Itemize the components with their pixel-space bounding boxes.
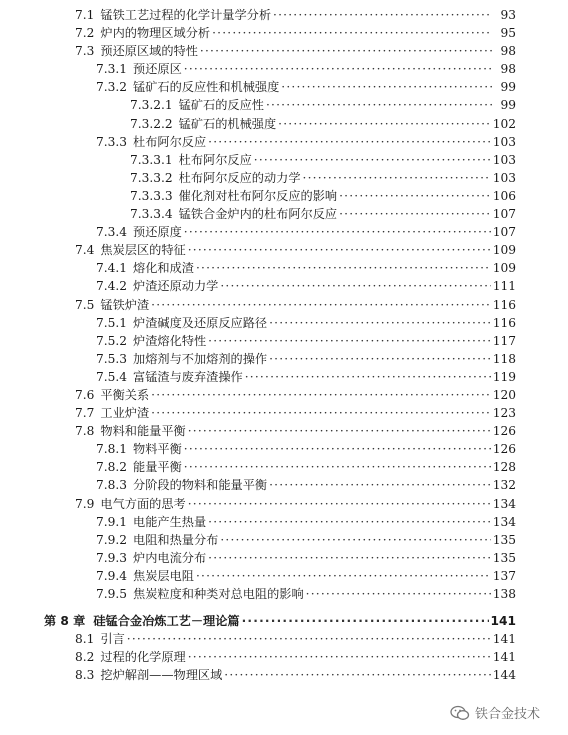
toc-entry-number: 7.5.4 bbox=[96, 369, 128, 384]
toc-entry-number: 7.5.3 bbox=[96, 351, 128, 366]
toc-entry-number: 7.3 bbox=[75, 44, 95, 59]
toc-entry-page: 132 bbox=[492, 478, 516, 493]
toc-entry-number: 7.2 bbox=[75, 26, 95, 41]
toc-entry bbox=[0, 241, 568, 259]
dot-leader bbox=[273, 6, 492, 24]
toc-entry-title: 电阻和热量分布 bbox=[133, 532, 219, 547]
toc-entry-number: 第 8 章 bbox=[44, 614, 86, 629]
toc-entry bbox=[0, 404, 568, 422]
toc-entry bbox=[0, 350, 568, 368]
dot-leader bbox=[269, 350, 491, 368]
toc-entry-number: 7.3.4 bbox=[96, 225, 128, 240]
toc-entry-number: 8.1 bbox=[75, 632, 95, 647]
toc-entry-title: 电气方面的思考 bbox=[100, 496, 186, 511]
toc-entry-number: 7.3.3.4 bbox=[130, 207, 173, 222]
toc-entry bbox=[0, 205, 568, 223]
toc-entry-page: 141 bbox=[490, 614, 516, 629]
dot-leader bbox=[188, 648, 491, 666]
dot-leader bbox=[212, 24, 492, 42]
toc-entry-page: 107 bbox=[492, 225, 516, 240]
toc-entry-page: 103 bbox=[492, 170, 516, 185]
toc-entry-page: 103 bbox=[492, 134, 516, 149]
toc-entry-page: 99 bbox=[500, 98, 516, 113]
toc-entry bbox=[0, 169, 568, 187]
toc-entry-page: 123 bbox=[492, 406, 516, 421]
dot-leader bbox=[184, 60, 492, 78]
toc-entry bbox=[0, 332, 568, 350]
toc-entry bbox=[0, 386, 568, 404]
table-of-contents bbox=[0, 6, 568, 684]
dot-leader bbox=[188, 495, 491, 513]
toc-entry-page: 116 bbox=[492, 315, 516, 330]
dot-leader bbox=[208, 332, 491, 350]
toc-entry-page: 141 bbox=[492, 632, 516, 647]
dot-leader bbox=[196, 567, 491, 585]
toc-entry bbox=[0, 458, 568, 476]
toc-entry bbox=[0, 567, 568, 585]
toc-entry bbox=[0, 314, 568, 332]
toc-entry-number: 7.4.1 bbox=[96, 261, 128, 276]
toc-entry-number: 7.9.1 bbox=[96, 514, 128, 529]
toc-entry-title: 平衡关系 bbox=[100, 387, 150, 402]
toc-entry-title: 锰铁工艺过程的化学计量学分析 bbox=[100, 8, 272, 22]
dot-leader bbox=[188, 241, 491, 259]
toc-entry-title: 物料平衡 bbox=[133, 442, 182, 457]
dot-leader bbox=[303, 169, 491, 187]
toc-entry-number: 7.3.2 bbox=[96, 80, 128, 95]
dot-leader bbox=[208, 549, 491, 567]
toc-entry-page: 134 bbox=[492, 514, 516, 529]
toc-entry bbox=[0, 585, 568, 603]
dot-leader bbox=[242, 612, 489, 630]
toc-entry bbox=[0, 476, 568, 494]
dot-leader bbox=[220, 531, 490, 549]
toc-entry-number: 7.4 bbox=[75, 243, 95, 258]
toc-entry-page: 135 bbox=[492, 550, 516, 565]
toc-entry-number: 7.4.2 bbox=[96, 279, 128, 294]
toc-entry-page: 99 bbox=[500, 80, 516, 95]
dot-leader bbox=[127, 630, 491, 648]
toc-entry-page: 98 bbox=[500, 62, 516, 77]
toc-entry-number: 7.8.1 bbox=[96, 442, 128, 457]
toc-entry bbox=[0, 368, 568, 386]
toc-entry-number: 7.3.1 bbox=[96, 62, 128, 77]
toc-entry-page: 109 bbox=[492, 243, 516, 258]
toc-entry-number: 7.9.2 bbox=[96, 532, 128, 547]
toc-entry bbox=[0, 151, 568, 169]
dot-leader bbox=[184, 223, 491, 241]
toc-entry-title: 炉内电流分布 bbox=[133, 550, 207, 565]
dot-leader bbox=[200, 42, 492, 60]
toc-entry-title: 加熔剂与不加熔剂的操作 bbox=[133, 351, 268, 366]
toc-entry-title: 分阶段的物料和能量平衡 bbox=[133, 478, 268, 493]
toc-entry-title: 引言 bbox=[100, 632, 125, 647]
toc-entry bbox=[0, 277, 568, 295]
toc-entry-number: 7.8 bbox=[75, 424, 95, 439]
dot-leader bbox=[220, 277, 490, 295]
toc-entry-number: 7.8.2 bbox=[96, 460, 128, 475]
toc-entry-page: 120 bbox=[492, 387, 516, 402]
toc-entry bbox=[0, 648, 568, 666]
dot-leader bbox=[339, 205, 491, 223]
toc-entry-page: 93 bbox=[500, 8, 516, 22]
toc-entry-page: 103 bbox=[492, 152, 516, 167]
toc-entry-page: 106 bbox=[492, 188, 516, 203]
toc-entry-page: 135 bbox=[492, 532, 516, 547]
toc-entry-page: 118 bbox=[492, 351, 516, 366]
toc-entry-title: 挖炉解剖——物理区域 bbox=[100, 668, 223, 683]
dot-leader bbox=[245, 368, 491, 386]
toc-entry-page: 116 bbox=[492, 297, 516, 312]
toc-entry-title: 硅锰合金冶炼工艺－理论篇 bbox=[93, 614, 240, 629]
toc-chapter-entry bbox=[0, 612, 568, 630]
toc-entry-number: 7.7 bbox=[75, 406, 95, 421]
toc-entry-title: 炉内的物理区域分析 bbox=[100, 26, 211, 41]
toc-entry-title: 炉渣碱度及还原反应路径 bbox=[133, 315, 268, 330]
toc-entry-title: 杜布阿尔反应 bbox=[133, 134, 207, 149]
toc-entry-title: 富锰渣与废弃渣操作 bbox=[133, 369, 243, 384]
toc-entry bbox=[0, 296, 568, 314]
dot-leader bbox=[188, 422, 491, 440]
dot-leader bbox=[151, 404, 491, 422]
toc-entry bbox=[0, 630, 568, 648]
dot-leader bbox=[254, 151, 491, 169]
dot-leader bbox=[306, 585, 491, 603]
toc-entry bbox=[0, 259, 568, 277]
toc-entry-number: 7.1 bbox=[75, 8, 95, 22]
toc-entry bbox=[0, 422, 568, 440]
toc-entry-number: 7.9.3 bbox=[96, 550, 128, 565]
toc-entry-title: 焦炭层区的特征 bbox=[100, 243, 186, 258]
toc-entry-page: 119 bbox=[492, 369, 516, 384]
toc-entry bbox=[0, 440, 568, 458]
toc-entry-page: 134 bbox=[492, 496, 516, 511]
toc-entry-number: 7.9 bbox=[75, 496, 95, 511]
toc-entry-title: 锰铁合金炉内的杜布阿尔反应 bbox=[178, 207, 338, 222]
toc-entry bbox=[0, 42, 568, 60]
toc-entry-page: 138 bbox=[492, 587, 516, 601]
toc-entry-page: 144 bbox=[492, 668, 516, 683]
toc-entry-page: 95 bbox=[500, 26, 516, 41]
toc-entry bbox=[0, 666, 568, 684]
toc-entry-title: 焦炭粒度和种类对总电阻的影响 bbox=[133, 587, 304, 601]
dot-leader bbox=[196, 259, 491, 277]
toc-entry-number: 7.9.5 bbox=[96, 587, 128, 601]
toc-entry-page: 137 bbox=[492, 568, 516, 583]
toc-entry-title: 能量平衡 bbox=[133, 460, 182, 475]
toc-entry-number: 7.3.3.2 bbox=[130, 170, 173, 185]
dot-leader bbox=[281, 78, 492, 96]
toc-entry-title: 预还原区域的特性 bbox=[100, 44, 198, 59]
toc-entry-number: 8.2 bbox=[75, 650, 95, 665]
toc-entry-page: 126 bbox=[492, 442, 516, 457]
dot-leader bbox=[151, 386, 491, 404]
toc-entry-number: 7.5.1 bbox=[96, 315, 128, 330]
toc-entry-title: 电能产生热量 bbox=[133, 514, 207, 529]
toc-entry-number: 7.6 bbox=[75, 387, 95, 402]
toc-entry-page: 107 bbox=[492, 207, 516, 222]
toc-entry-title: 过程的化学原理 bbox=[100, 650, 186, 665]
toc-entry-title: 工业炉渣 bbox=[100, 406, 150, 421]
toc-entry-page: 141 bbox=[492, 650, 516, 665]
toc-entry bbox=[0, 78, 568, 96]
toc-entry-number: 7.5 bbox=[75, 297, 95, 312]
watermark bbox=[450, 703, 540, 722]
toc-entry-title: 预还原度 bbox=[133, 225, 182, 240]
toc-entry-number: 7.5.2 bbox=[96, 333, 128, 348]
dot-leader bbox=[278, 115, 491, 133]
toc-entry-title: 炉渣熔化特性 bbox=[133, 333, 207, 348]
dot-leader bbox=[224, 666, 490, 684]
toc-entry bbox=[0, 531, 568, 549]
toc-entry-title: 焦炭层电阻 bbox=[133, 568, 194, 583]
toc-entry-number: 8.3 bbox=[75, 668, 95, 683]
toc-entry-page: 98 bbox=[500, 44, 516, 59]
toc-entry bbox=[0, 115, 568, 133]
dot-leader bbox=[184, 458, 491, 476]
toc-entry bbox=[0, 513, 568, 531]
toc-entry-page: 126 bbox=[492, 424, 516, 439]
wechat-icon bbox=[450, 705, 470, 721]
dot-leader bbox=[266, 96, 492, 114]
dot-leader bbox=[339, 187, 491, 205]
toc-entry-title: 预还原区 bbox=[133, 62, 182, 77]
toc-entry-title: 催化剂对杜布阿尔反应的影响 bbox=[178, 188, 338, 203]
dot-leader bbox=[184, 440, 491, 458]
toc-entry-title: 锰矿石的机械强度 bbox=[178, 116, 277, 131]
dot-leader bbox=[269, 314, 491, 332]
toc-entry-page: 109 bbox=[492, 261, 516, 276]
dot-leader bbox=[208, 513, 491, 531]
toc-entry-number: 7.3.2.2 bbox=[130, 116, 173, 131]
toc-entry-page: 117 bbox=[492, 333, 516, 348]
toc-entry-title: 杜布阿尔反应的动力学 bbox=[178, 170, 301, 185]
toc-entry-title: 锰矿石的反应性和机械强度 bbox=[133, 80, 280, 95]
toc-entry-number: 7.3.2.1 bbox=[130, 98, 173, 113]
watermark-text: 铁合金技术 bbox=[475, 707, 541, 722]
toc-entry-number: 7.3.3 bbox=[96, 134, 128, 149]
dot-leader bbox=[151, 296, 491, 314]
toc-entry-title: 炉渣还原动力学 bbox=[133, 279, 219, 294]
toc-entry-title: 锰矿石的反应性 bbox=[178, 98, 264, 113]
toc-entry-number: 7.3.3.1 bbox=[130, 152, 173, 167]
dot-leader bbox=[208, 133, 491, 151]
toc-entry-page: 102 bbox=[492, 116, 516, 131]
toc-entry-title: 物料和能量平衡 bbox=[100, 424, 186, 439]
toc-entry bbox=[0, 6, 568, 24]
toc-entry bbox=[0, 187, 568, 205]
toc-entry-title: 熔化和成渣 bbox=[133, 261, 194, 276]
toc-entry bbox=[0, 133, 568, 151]
toc-entry bbox=[0, 223, 568, 241]
toc-entry-title: 杜布阿尔反应 bbox=[178, 152, 252, 167]
toc-entry bbox=[0, 24, 568, 42]
toc-entry-number: 7.3.3.3 bbox=[130, 188, 173, 203]
toc-entry-page: 111 bbox=[492, 279, 516, 294]
dot-leader bbox=[269, 476, 491, 494]
toc-entry bbox=[0, 96, 568, 114]
toc-entry bbox=[0, 495, 568, 513]
toc-entry-page: 128 bbox=[492, 460, 516, 475]
toc-entry bbox=[0, 549, 568, 567]
toc-entry-number: 7.9.4 bbox=[96, 568, 128, 583]
toc-entry bbox=[0, 60, 568, 78]
toc-entry-number: 7.8.3 bbox=[96, 478, 128, 493]
toc-entry-title: 锰铁炉渣 bbox=[100, 297, 150, 312]
